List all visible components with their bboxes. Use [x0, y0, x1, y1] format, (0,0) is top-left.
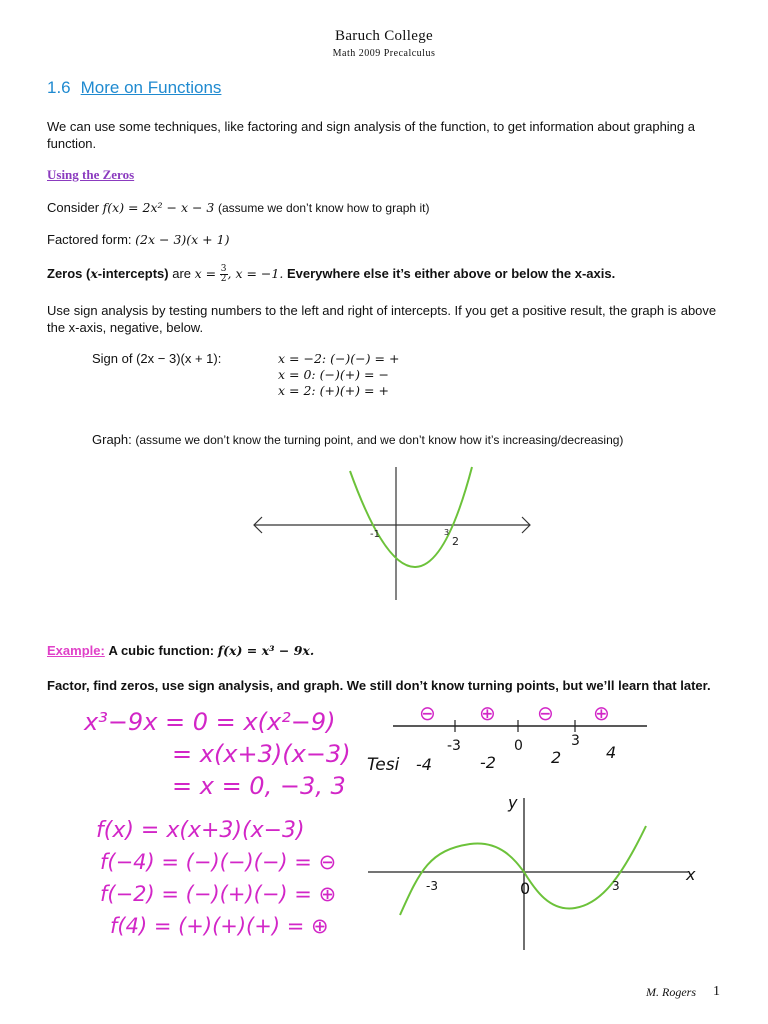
zeros-line: Zeros (x-intercepts) are x = $\frac{3}{2}$ , x = −1. Everywhere else it’s either above or below the x-axis.: [47, 264, 616, 285]
consider-function: f(x) = 2x² − x − 3: [102, 200, 215, 215]
hand-line-2: = x(x+3)(x−3): [172, 740, 351, 768]
test-label: Tesi: [367, 755, 400, 775]
hand-line-3: = x = 0, −3, 3: [172, 772, 346, 800]
hand-f-line-1: f(x) = x(x+3)(x−3): [96, 818, 305, 843]
sign-analysis-paragraph: Use sign analysis by testing numbers to the left and right of intercepts. If you get a positive result, the graph is above the x-axis, negative, below.: [47, 303, 717, 335]
y-axis-label: y: [508, 793, 518, 812]
example-line: Example: A cubic function: f(x) = x³ − 9x.: [47, 643, 315, 658]
test-value-3: 2: [551, 748, 562, 767]
sign-of-label: Sign of (2x − 3)(x + 1):: [92, 351, 222, 366]
zeros-tail: Everywhere else it’s either above or below the x-axis.: [286, 266, 616, 281]
consider-lead: Consider: [47, 200, 100, 215]
tick-label-0: 0: [514, 738, 523, 754]
factored-line: [47, 231, 727, 248]
test-value-2: -2: [480, 753, 496, 772]
sign-test-3: x = 2: (+)(+) = +: [278, 383, 389, 398]
footer-author: M. Rogers: [646, 985, 696, 999]
consider-line: [47, 199, 727, 217]
intercept-label-right-num: 3: [444, 528, 450, 537]
sign-interval-2: ⊕: [479, 701, 496, 725]
footer-page-number: 1: [713, 984, 720, 999]
sign-test-2: x = 0: (−)(+) = −: [278, 367, 389, 382]
sign-interval-4: ⊕: [593, 701, 610, 725]
intercept-label-left: -1: [370, 529, 380, 540]
sign-test-1: x = −2: (−)(−) = +: [278, 351, 400, 366]
cubic-tick-0: 0: [520, 879, 531, 898]
parabola-curve: [350, 467, 472, 567]
x-axis-label: x: [686, 865, 696, 884]
section-name: More on Functions: [80, 78, 222, 97]
sign-tests: [278, 351, 399, 399]
cubic-curve: [400, 826, 646, 915]
zero-fraction: $\frac{3}{2}$: [220, 264, 227, 285]
consider-note: (assume we don’t know how to graph it): [218, 201, 430, 215]
task-text: Factor, find zeros, use sign analysis, and graph. We still don’t know turning points, but we’ll learn that later.: [47, 678, 711, 693]
hand-f-line-3: f(−2) = (−)(+)(−) = ⊕: [100, 882, 337, 906]
intercept-label-right-den: 2: [452, 535, 459, 548]
cubic-tick-3: 3: [612, 879, 620, 893]
college-name: Baruch College: [335, 28, 433, 44]
example-function: f(x) = x³ − 9x.: [217, 643, 315, 658]
graph-caption: Graph: (assume we don’t know the turning point, and we don’t know how it’s increasing/decreasing): [92, 432, 624, 447]
course-name: Math 2009 Precalculus: [332, 48, 436, 59]
hand-f-line-4: f(4) = (+)(+)(+) = ⊕: [110, 914, 329, 938]
tick-label-3: 3: [571, 733, 580, 749]
test-value-1: -4: [416, 755, 432, 774]
test-value-4: 4: [606, 743, 617, 762]
tick-label-neg3: -3: [447, 738, 461, 754]
parabola-graph: [240, 455, 540, 605]
sign-interval-3: ⊖: [537, 701, 554, 725]
subheading-using-zeros: Using the Zeros: [47, 167, 135, 182]
factored-lead: Factored form:: [47, 232, 132, 247]
cubic-graph: [360, 790, 710, 955]
hand-f-line-2: f(−4) = (−)(−)(−) = ⊖: [100, 850, 337, 874]
section-title: [47, 78, 221, 98]
cubic-tick-neg3: -3: [426, 879, 438, 893]
section-number: 1.6: [47, 78, 71, 97]
intro-paragraph: We can use some techniques, like factoring and sign analysis of the function, to get information about graphing a function.: [47, 119, 695, 151]
hand-line-1: x³−9x = 0 = x(x²−9): [84, 708, 336, 736]
factored-expr: (2x − 3)(x + 1): [135, 232, 230, 247]
example-label: Example:: [47, 643, 105, 658]
sign-interval-1: ⊖: [419, 701, 436, 725]
